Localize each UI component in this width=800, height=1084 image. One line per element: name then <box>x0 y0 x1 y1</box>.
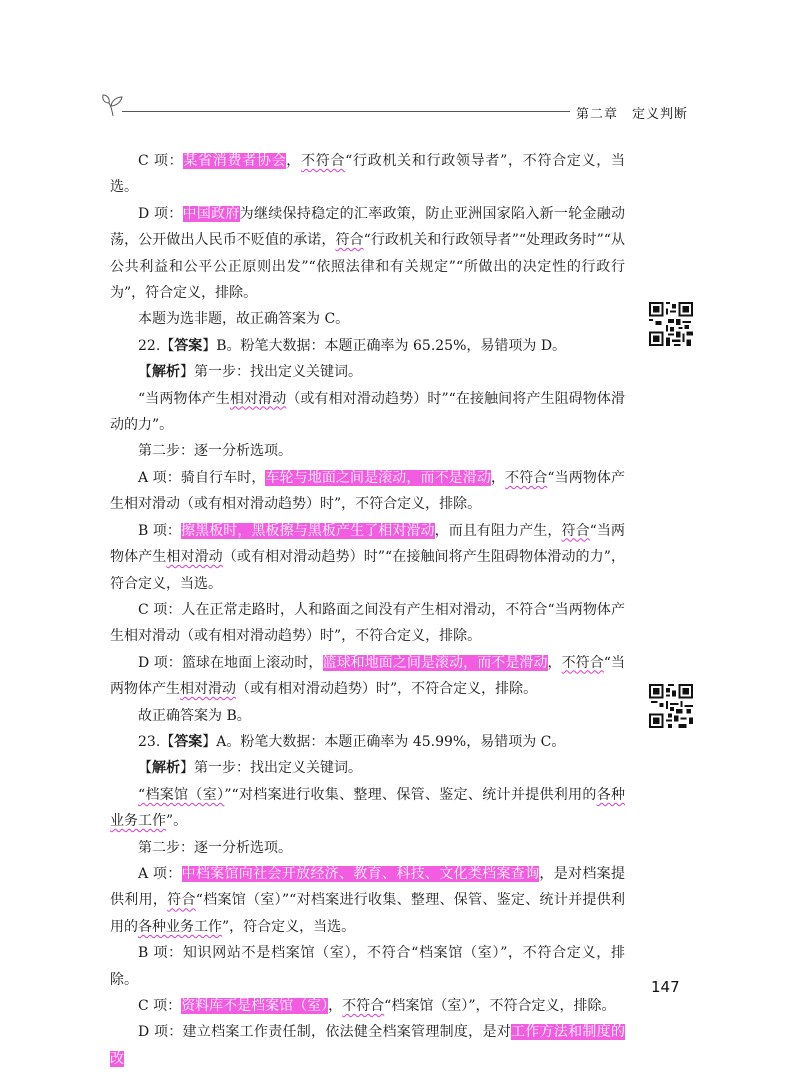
bold-label: 解析 <box>152 364 180 381</box>
wavy-underlined-phrase: 各种业务工作 <box>110 786 625 830</box>
text-run: D 项：篮球在地面上滚动时， <box>138 654 323 671</box>
text-run: 本题为选非题，故正确答案为 C。 <box>138 311 350 328</box>
text-run: ， <box>286 153 302 169</box>
bold-label: 答案 <box>174 337 203 354</box>
text-run: 】B。粉笔大数据：本题正确率为 65.25%，易错项为 D。 <box>202 337 567 354</box>
text-run: “当两物体产生 <box>110 654 626 698</box>
paragraph <box>110 465 625 518</box>
paragraph <box>110 940 625 993</box>
paragraph <box>110 993 625 1019</box>
wavy-underlined-phrase: 档案馆（室） <box>145 786 225 803</box>
wavy-underlined-phrase: 符合 <box>167 892 196 909</box>
paragraph <box>110 359 625 385</box>
text-run: ， <box>547 654 562 671</box>
text-run: D 项： <box>138 205 183 222</box>
page-header <box>0 92 800 132</box>
paragraph <box>110 1019 625 1072</box>
paragraph <box>110 650 625 703</box>
text-run: ”，符合定义，当选。 <box>222 918 356 935</box>
header-rule <box>122 111 570 112</box>
text-run: 【 <box>138 760 152 777</box>
wavy-underlined-phrase: 相对滑动 <box>180 681 236 698</box>
wavy-underlined-phrase: 不符合 <box>561 654 604 671</box>
paragraph <box>110 835 625 861</box>
text-run: 】A。粉笔大数据：本题正确率为 45.99%，易错项为 C。 <box>202 733 566 750</box>
chapter-title: 第二章 定义判断 <box>576 107 689 122</box>
paragraph <box>110 597 625 650</box>
text-run: ”。 <box>166 813 188 830</box>
text-run: “当两物体产生相对滑动（或有相对滑动趋势）时”，不符合定义，排除。 <box>110 469 626 513</box>
qr-code-icon <box>649 302 693 346</box>
text-run: “行政机关和行政领导者”“处理政务时”“从公共利益和公平公正原则出发”“依照法律和有关规定”“所做出的决定性的行政行为”，符合定义，排除。 <box>110 232 626 302</box>
text-run: A 项： <box>138 865 182 882</box>
wavy-underlined-phrase: 相对滑动 <box>166 549 223 566</box>
text-run: D 项：建立档案工作责任制，依法健全档案管理制度，是对 <box>138 1024 512 1041</box>
highlighted-phrase: 工作方法和制度的改 <box>110 1024 625 1067</box>
highlighted-phrase: 篮球和地面之间是滚动，而不是滑动 <box>322 654 548 671</box>
text-run: （或有相对滑动趋势）时”“在接触间将产生阻碍物体滑动的力”，符合定义，当选。 <box>110 549 625 592</box>
page-number: 147 <box>651 978 680 996</box>
wavy-underlined-phrase: 符合 <box>335 232 364 249</box>
highlighted-phrase: 车轮与地面之间是滚动，而不是滑动 <box>265 469 491 486</box>
highlighted-phrase: 中国政府 <box>182 205 240 222</box>
text-run: 22.【 <box>138 337 175 354</box>
paragraph <box>110 861 625 940</box>
wavy-underlined-phrase: 不符合 <box>342 998 385 1014</box>
paragraph <box>110 782 625 835</box>
wavy-underlined-phrase: 不符合 <box>301 153 346 169</box>
text-run: 】第一步：找出定义关键词。 <box>180 364 362 381</box>
paragraph <box>110 438 625 464</box>
wavy-underlined-phrase: 符合 <box>561 522 590 539</box>
text-run: ，是对档案提供利用， <box>110 865 626 909</box>
bold-label: 答案 <box>174 733 203 750</box>
leaf-sprout-icon <box>100 92 126 118</box>
answer-explanation-body <box>110 148 625 1072</box>
text-run: （或有相对滑动趋势）时”，不符合定义，排除。 <box>236 681 538 698</box>
paragraph <box>110 201 625 307</box>
text-run: C 项：人在正常走路时，人和路面之间没有产生相对滑动，不符合“当两物体产生相对滑动（或有相对滑动趋势）时”，不符合定义，排除。 <box>110 601 625 645</box>
paragraph <box>110 306 625 332</box>
text-run: B 项： <box>138 522 182 539</box>
paragraph <box>110 386 625 439</box>
text-run: A 项：骑自行车时， <box>138 469 266 486</box>
paragraph <box>110 703 625 729</box>
text-run: C 项： <box>138 998 182 1014</box>
text-run: ， <box>490 469 506 486</box>
wavy-underlined-phrase: 相对滑动 <box>229 390 287 407</box>
text-run: “档案馆（室）”“对档案进行收集、整理、保管、鉴定、统计并提供利用的 <box>110 892 625 935</box>
text-run: “当两物体产生 <box>110 522 626 566</box>
wavy-underlined-phrase: “ <box>138 786 146 803</box>
paragraph <box>110 729 625 755</box>
text-run: “当两物体产生 <box>138 390 230 407</box>
text-run: 【 <box>138 364 152 381</box>
text-run: 】第一步：找出定义关键词。 <box>180 760 362 777</box>
wavy-underlined-phrase: 不符合 <box>505 469 548 486</box>
text-run: 为继续保持稳定的汇率政策，防止亚洲国家陷入新一轮金融动荡，公开做出人民币不贬值的承诺， <box>110 205 626 249</box>
wavy-underlined-phrase: 各种业务工作 <box>138 918 222 935</box>
highlighted-phrase: 擦黑板时，黑板擦与黑板产生了相对滑动 <box>181 522 435 539</box>
text-run: “行政机关和行政领导者”，不符合定义，当选。 <box>110 153 626 196</box>
text-run: 第二步：逐一分析选项。 <box>138 443 292 460</box>
highlighted-phrase: 资料库不是档案馆（室） <box>181 998 329 1014</box>
paragraph <box>110 518 625 597</box>
paragraph <box>110 755 625 781</box>
text-run: ”“对档案进行收集、整理、保管、鉴定、统计并提供利用的 <box>224 786 597 803</box>
highlighted-phrase: 某省消费者协会 <box>183 153 287 169</box>
bold-label: 解析 <box>152 760 180 777</box>
paragraph <box>110 333 625 359</box>
text-run: ， <box>328 998 343 1014</box>
text-run: （或有相对滑动趋势）时”“在接触间将产生阻碍物体滑动的力”。 <box>110 390 625 434</box>
paragraph <box>110 148 625 201</box>
highlighted-phrase: 中档案馆向社会开放经济、教育、科技、文化类档案查询 <box>181 865 540 882</box>
text-run: C 项： <box>138 153 184 169</box>
text-run: “档案馆（室）”，不符合定义，排除。 <box>384 998 616 1014</box>
text-run: 第二步：逐一分析选项。 <box>138 839 292 856</box>
text-run: 23.【 <box>138 733 175 750</box>
text-run: B 项：知识网站不是档案馆（室），不符合“档案馆（室）”，不符合定义，排除。 <box>110 945 625 988</box>
text-run: 故正确答案为 B。 <box>138 707 251 724</box>
text-run: ，而且有阻力产生， <box>434 522 562 539</box>
qr-code-icon <box>649 684 693 728</box>
